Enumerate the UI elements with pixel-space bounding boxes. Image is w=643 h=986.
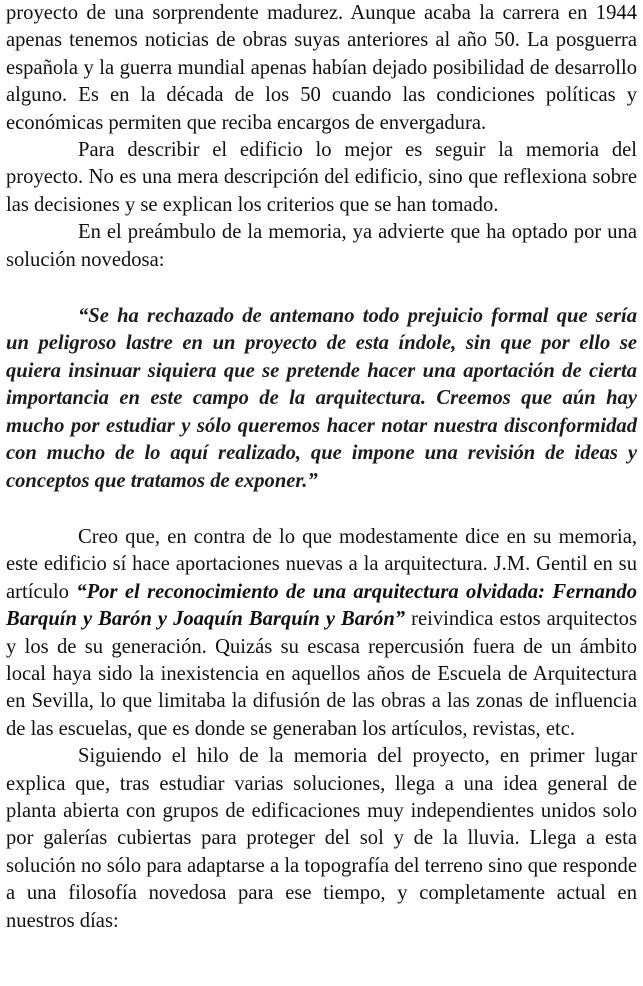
paragraph-4 bbox=[6, 524, 637, 743]
paragraph-4-text-end: reivindica estos arquitectos y los de su generación. Quizás su escasa repercusión fuera de un ámbito local haya sido la inexistencia en aquellos años de Escuela de Arquitectura en Sevilla, lo que limitaba la difusión de las obras a las zonas de influencia de las escuelas, que es donde se generaban los artículos, revistas, etc. bbox=[6, 608, 637, 740]
paragraph-3: En el preámbulo de la memoria, ya advierte que ha optado por una solución novedosa: bbox=[6, 221, 637, 271]
article-title: “Por el reconocimiento de una arquitectura olvidada: Fernando Barquín y Barón y Joaquín Barquín y Barón” bbox=[6, 580, 638, 631]
block-quote: “Se ha rechazado de antemano todo prejuicio formal que sería un peligroso lastre en un proyecto de esta índole, sin que por ello se quiera insinuar siquiera que se pretende hacer una aportación de cierta importancia en este campo de la arquitectura. Creemos que aún hay mucho por estudiar y sólo queremos hacer notar nuestra disconformidad con mucho de lo aquí realizado, que impone una revisión de ideas y conceptos que tratamos de exponer.” bbox=[6, 305, 637, 492]
document-page bbox=[6, 0, 637, 935]
paragraph-2: Para describir el edificio lo mejor es seguir la memoria del proyecto. No es una mera descripción del edificio, sino que reflexiona sobre las decisiones y se explican los criterios que se han tomado. bbox=[6, 139, 637, 216]
paragraph-5: Siguiendo el hilo de la memoria del proyecto, en primer lugar explica que, tras estudiar varias soluciones, llega a una idea general de planta abierta con grupos de edificaciones muy independientes unidos solo por galerías cubiertas para proteger del sol y de la lluvia. Llega a esta solución no sólo para adaptarse a la topografía del terreno sino que responde a una filosofía novedosa para ese tiempo, y completamente actual en nuestros días: bbox=[6, 745, 637, 932]
paragraph-4-text-start: Creo que, en contra de lo que modestamente dice en su memoria, este edificio sí hace aportaciones nuevas a la arquitectura. J.M. Gentil en su artículo bbox=[6, 525, 637, 603]
paragraph-1: proyecto de una sorprendente madurez. Aunque acaba la carrera en 1944 apenas tenemos noticias de obras suyas anteriores al año 50. La posguerra española y la guerra mundial apenas habían dejado posibilidad de desarrollo alguno. Es en la década de los 50 cuando las condiciones políticas y económicas permiten que reciba encargos de envergadura. bbox=[6, 2, 637, 134]
